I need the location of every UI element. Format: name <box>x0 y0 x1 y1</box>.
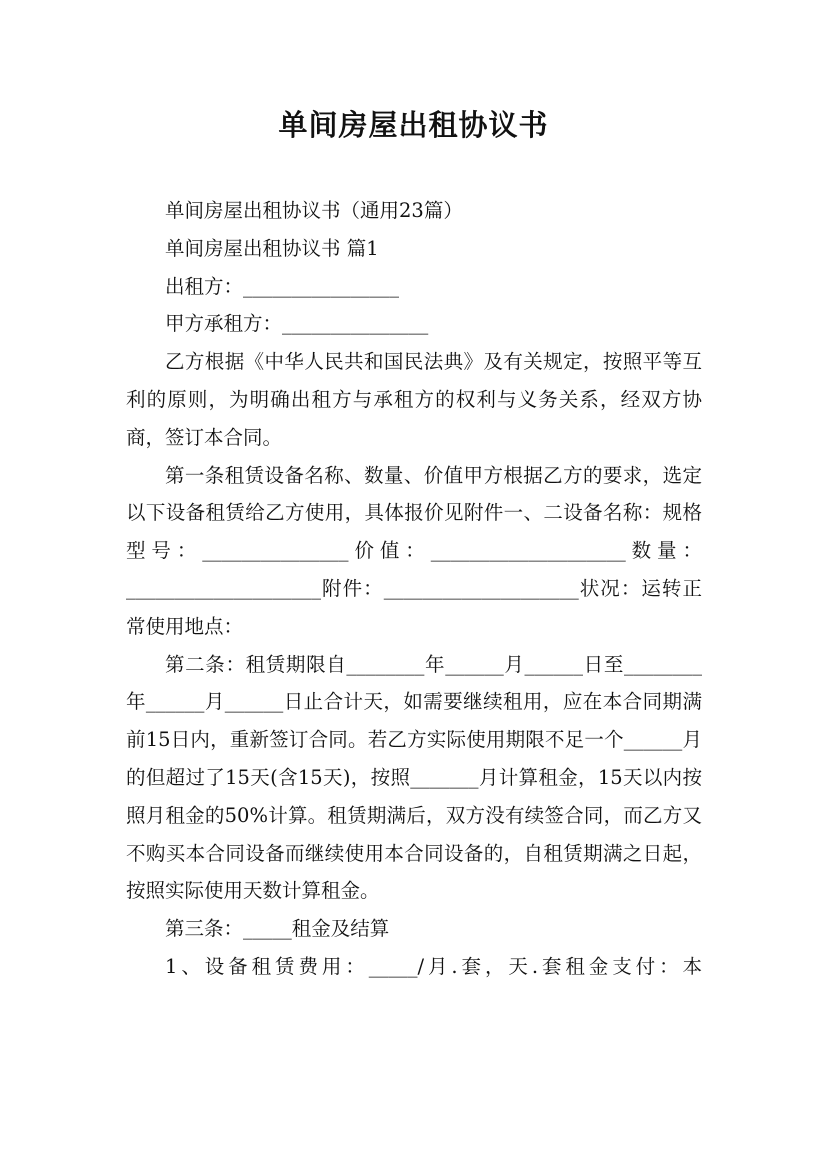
paragraph-lessor: 出租方：________________ <box>165 274 400 298</box>
document-title: 单间房屋出租协议书 <box>278 108 549 142</box>
paragraph-article-2: 第二条：租赁期限自________年______月______日至________年______月______日止合计天，如需要继续租用，应在本合同期满前15日内，重新签订合同。若乙方实际使用期限不足一个______月的但超过了15天(含15天)，按照_______月计算租金，15天以内按照月租金的50%计算。租赁期满后，双方没有续签合同，而乙方又不购买本合同设备而继续使用本合同设备的，自租赁期满之日起，按照实际使用天数计算租金。 <box>126 652 702 903</box>
paragraph-lessee: 甲方承租方：_______________ <box>165 312 429 336</box>
paragraph-article-3: 第三条：_____租金及结算 <box>165 917 390 941</box>
paragraph-article-1: 第一条租赁设备名称、数量、价值甲方根据乙方的要求，选定以下设备租赁给乙方使用，具体报价见附件一、二设备名称：规格型号：_______________价值：____________________数量：____________________附件：____________________状况：运转正常使用地点： <box>126 463 702 638</box>
paragraph-section-heading: 单间房屋出租协议书 篇1 <box>165 236 379 260</box>
paragraph-clause-1: 1、设备租赁费用：_____/月.套，天.套租金支付：本 <box>165 954 702 978</box>
paragraph-subtitle: 单间房屋出租协议书（通用23篇） <box>165 199 463 222</box>
paragraph-preamble: 乙方根据《中华人民共和国民法典》及有关规定，按照平等互利的原则，为明确出租方与承租方的权利与义务关系，经双方协商，签订本合同。 <box>126 350 702 449</box>
document-body <box>126 192 702 986</box>
